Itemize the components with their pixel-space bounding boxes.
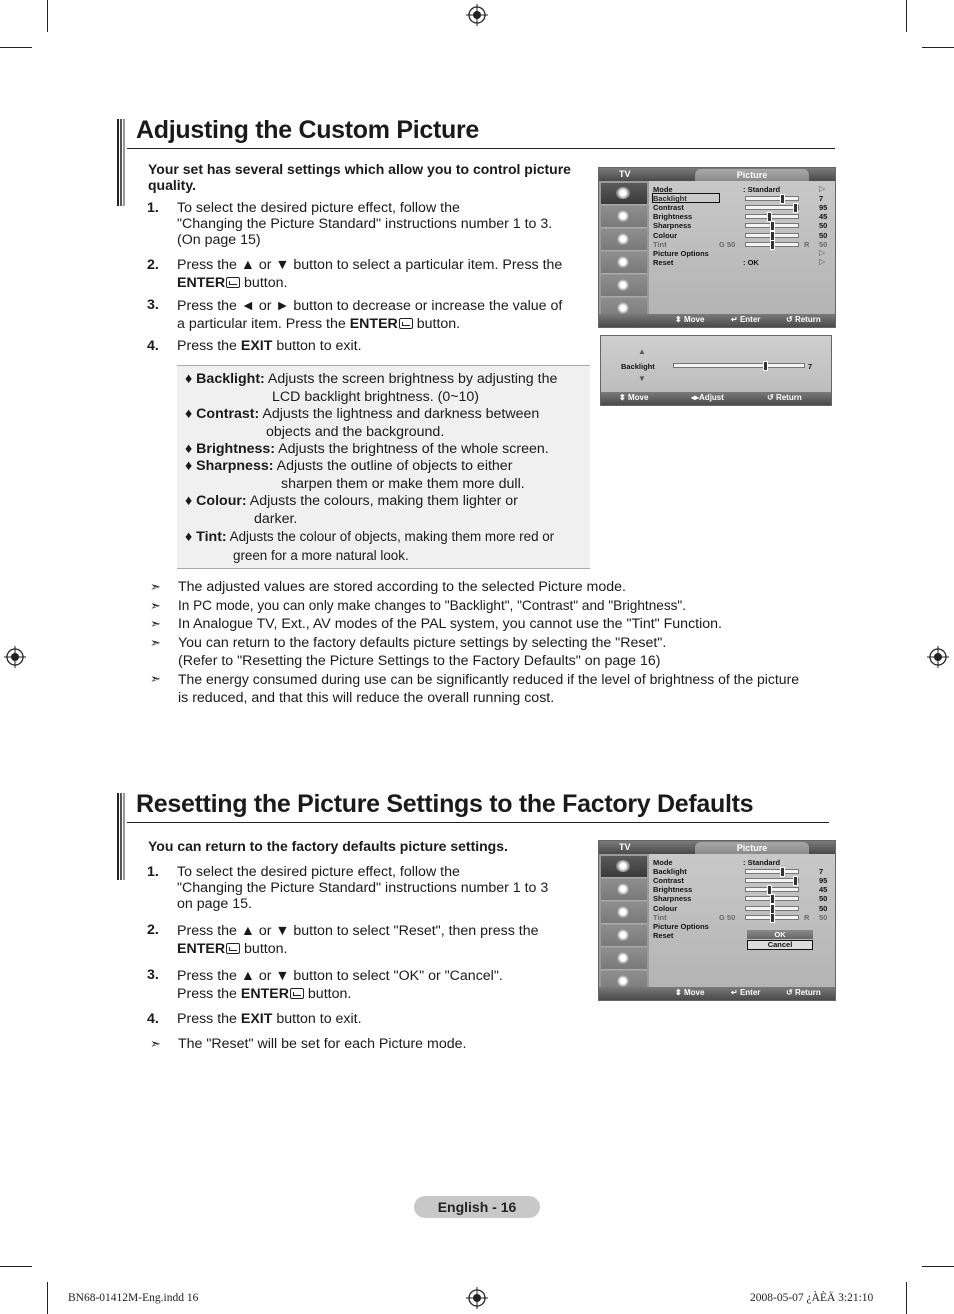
enter-icon [290, 988, 304, 999]
menu-slider[interactable] [745, 878, 799, 883]
menu-item-value: : Standard [743, 185, 781, 194]
menu-item-label[interactable]: Mode [653, 185, 673, 194]
menu-item-label[interactable]: Contrast [653, 876, 684, 886]
menu-item-label[interactable]: Picture Options [653, 248, 709, 258]
tv-picture-reset-menu: TV Picture Mode : Standard Backlight 7 Contrast 95 Brightness 45 Sharpness 50 Colour 50 Tint G 50 R 50 Picture Options Reset OK Cancel ⬍ Move ↵ Enter ↺ Return [598, 840, 836, 1001]
step-4: 4. Press the EXIT button to exit. [147, 1011, 362, 1027]
print-file-name: BN68-01412M-Eng.indd 16 [68, 1292, 199, 1304]
menu-item-value: 95 [819, 203, 828, 213]
note-3: ➣ In Analogue TV, Ext., AV modes of the PAL system, you cannot use the "Tint" Function. [150, 616, 722, 632]
step-1: 1. To select the desired picture effect, follow the "Changing the Picture Standard" instructions number 1 to 3. (On page 15) [147, 200, 553, 248]
chevron-right-icon: ▷ [819, 184, 826, 193]
tint-r-label: R [804, 912, 810, 922]
menu-item-value: 95 [819, 876, 828, 886]
enter-icon [399, 318, 413, 329]
menu-slider[interactable] [745, 214, 799, 219]
note-2: ➣ In PC mode, you can only make changes to "Backlight", "Contrast" and "Brightness". [150, 598, 687, 613]
menu-slider[interactable] [745, 906, 799, 911]
crop-mark [47, 1282, 48, 1314]
move-hint: ⬍ Move [675, 988, 705, 997]
step-1: 1. To select the desired picture effect, follow the "Changing the Picture Standard" instructions number 1 to 3 on page 15. [147, 864, 549, 912]
cancel-option[interactable]: Cancel [747, 940, 813, 950]
crop-mark [47, 0, 48, 32]
menu-item-label[interactable]: Backlight [653, 194, 687, 204]
sound-menu-icon[interactable] [601, 206, 647, 228]
crop-mark [922, 1266, 954, 1267]
move-hint: ⬍ Move [675, 315, 705, 324]
menu-sidebar [599, 854, 649, 987]
title-rule [127, 148, 835, 149]
menu-panel [649, 854, 835, 987]
def-sharpness: ♦ Sharpness: Adjusts the outline of objects to either sharpen them or make them more dull. [185, 458, 525, 492]
crop-mark [0, 47, 32, 48]
menu-item-label[interactable]: Colour [653, 903, 678, 913]
reset-popup [747, 930, 813, 951]
menu-panel [649, 181, 835, 314]
section-intro: Your set has several settings which allow you to control picture quality. [148, 161, 571, 193]
menu-item-value: 7 [819, 194, 824, 204]
slider-knob[interactable] [780, 867, 785, 877]
move-hint: ⬍ Move [619, 393, 649, 402]
section-intro: You can return to the factory defaults picture settings. [148, 838, 508, 854]
def-colour: ♦ Colour: Adjusts the colours, making them lighter or darker. [185, 493, 518, 527]
menu-item-value: 50 [819, 221, 828, 231]
channel-menu-icon[interactable] [601, 229, 647, 251]
menu-item-label[interactable]: Tint [653, 239, 667, 249]
chevron-right-icon: ▷ [819, 247, 826, 257]
menu-item-value: 45 [819, 885, 828, 895]
slider-knob[interactable] [793, 876, 798, 886]
section-side-bar [117, 119, 125, 206]
down-arrow-icon: ▼ [638, 374, 646, 383]
sound-menu-icon[interactable] [601, 879, 647, 901]
menu-item-value: : Standard [743, 858, 781, 867]
arrow-icon: ➣ [150, 671, 161, 686]
input-menu-icon[interactable] [601, 948, 647, 970]
chevron-right-icon: ▷ [819, 256, 826, 266]
menu-item-label[interactable]: Reset [653, 257, 674, 267]
menu-slider[interactable] [745, 223, 799, 228]
enter-icon [226, 943, 240, 954]
step-2: 2. Press the ▲ or ▼ button to select a particular item. Press the ENTER button. [147, 257, 563, 291]
note-4: ➣ You can return to the factory defaults picture settings by selecting the "Reset". (Refer to "Resetting the Picture Settings to the Factory Defaults" on page 16) [150, 635, 667, 669]
menu-item-label[interactable]: Sharpness [653, 894, 692, 904]
menu-item-label[interactable]: Sharpness [653, 221, 692, 231]
setup-menu-icon[interactable] [601, 925, 647, 947]
menu-item-label[interactable]: Colour [653, 230, 678, 240]
registration-mark-icon [466, 4, 488, 26]
section-side-bar [117, 793, 125, 880]
tint-g-value: G 50 [719, 912, 736, 922]
return-hint: ↺ Return [786, 988, 821, 997]
menu-item-label[interactable]: Tint [653, 912, 667, 922]
picture-tab[interactable]: Picture [695, 169, 809, 181]
slider-knob[interactable] [793, 203, 798, 213]
enter-hint: ↵ Enter [731, 315, 761, 324]
menu-item-value: 7 [819, 867, 824, 877]
def-backlight: ♦ Backlight: Adjusts the screen brightness by adjusting the LCD backlight brightness. (0~10) [185, 371, 558, 405]
def-tint: ♦ Tint: Adjusts the colour of objects, making them more red or green for a more natural look. [185, 529, 555, 563]
def-brightness: ♦ Brightness: Adjusts the brightness of the whole screen. [185, 441, 549, 457]
section-title: Adjusting the Custom Picture [136, 116, 480, 144]
menu-item-label[interactable]: Reset [653, 930, 674, 940]
enter-icon [226, 277, 240, 288]
crop-mark [0, 1266, 32, 1267]
arrow-icon: ➣ [150, 579, 161, 594]
step-3: 3. Press the ▲ or ▼ button to select "OK" or "Cancel". Press the ENTER button. [147, 967, 503, 1002]
menu-item-label[interactable]: Brightness [653, 885, 693, 895]
up-arrow-icon: ▲ [638, 347, 646, 356]
section-title: Resetting the Picture Settings to the Factory Defaults [136, 790, 754, 818]
channel-menu-icon[interactable] [601, 902, 647, 924]
menu-slider[interactable] [745, 869, 799, 874]
backlight-slider[interactable] [673, 363, 805, 368]
picture-tab[interactable]: Picture [695, 842, 809, 854]
menu-slider[interactable] [745, 896, 799, 901]
menu-item-label[interactable]: Picture Options [653, 921, 709, 931]
menu-item-label[interactable]: Brightness [653, 212, 693, 222]
menu-slider[interactable] [745, 242, 799, 247]
slider-knob[interactable] [763, 361, 768, 371]
tint-g-value: G 50 [719, 239, 736, 249]
arrow-icon: ➣ [150, 616, 161, 631]
menu-slider[interactable] [745, 196, 799, 201]
arrow-icon: ➣ [150, 1036, 161, 1051]
menu-item-value: 50 [819, 230, 828, 240]
selected-item-highlight [652, 193, 720, 203]
title-rule [127, 822, 829, 823]
slider-knob[interactable] [770, 240, 775, 250]
slider-knob[interactable] [780, 194, 785, 204]
menu-item-label[interactable]: Contrast [653, 203, 684, 213]
picture-menu-icon[interactable] [601, 183, 647, 205]
menu-item-value: 45 [819, 212, 828, 222]
enter-hint: ↵ Enter [731, 988, 761, 997]
print-date: 2008-05-07 ¿ÀÈÄ 3:21:10 [750, 1292, 874, 1304]
menu-item-value: : OK [743, 257, 759, 267]
menu-item-label[interactable]: Backlight [653, 867, 687, 877]
setup-menu-icon[interactable] [601, 252, 647, 274]
tv-picture-menu: TV Picture Mode : Standard ▷ Backlight 7 Contrast 95 Brightness 45 Sharpness 50 Colour 50 Tint G 50 R 50 Picture Options ▷ Reset : OK ▷ ⬍ Move ↵ Enter ↺ Return [598, 167, 836, 328]
menu-slider[interactable] [745, 887, 799, 892]
registration-mark-icon [927, 646, 949, 668]
menu-slider[interactable] [745, 915, 799, 920]
menu-item-value: 50 [819, 903, 828, 913]
input-menu-icon[interactable] [601, 275, 647, 297]
step-4: 4. Press the EXIT button to exit. [147, 338, 362, 354]
arrow-icon: ➣ [150, 635, 161, 650]
tint-r-label: R [804, 239, 810, 249]
menu-item-value: 50 [819, 912, 828, 922]
note-reset: ➣ The "Reset" will be set for each Picture mode. [150, 1036, 467, 1052]
note-1: ➣ The adjusted values are stored according to the selected Picture mode. [150, 579, 626, 595]
menu-slider[interactable] [745, 205, 799, 210]
crop-mark [922, 47, 954, 48]
picture-menu-icon[interactable] [601, 856, 647, 878]
menu-item-label[interactable]: Mode [653, 858, 673, 867]
menu-item-value: 50 [819, 894, 828, 904]
menu-slider[interactable] [745, 233, 799, 238]
step-3: 3. Press the ◄ or ► button to decrease or increase the value of a particular item. Press the ENTER button. [147, 297, 563, 332]
def-contrast: ♦ Contrast: Adjusts the lightness and darkness between objects and the background. [185, 406, 540, 440]
registration-mark-icon [466, 1287, 488, 1309]
menu-item-value: 50 [819, 239, 828, 249]
arrow-icon: ➣ [150, 598, 161, 613]
menu-sidebar [599, 181, 649, 314]
page-number: English - 16 [414, 1196, 540, 1218]
backlight-adjust-osd: ▲ Backlight ▼ 7 ⬍ Move ◂▸Adjust ↺ Return [600, 335, 832, 406]
return-hint: ↺ Return [786, 315, 821, 324]
return-hint: ↺ Return [767, 393, 802, 402]
adjust-hint: ◂▸Adjust [691, 393, 724, 402]
ok-option[interactable]: OK [747, 930, 813, 939]
crop-mark [906, 0, 907, 32]
step-2: 2. Press the ▲ or ▼ button to select "Reset", then press the ENTER button. [147, 922, 539, 957]
slider-knob[interactable] [770, 913, 775, 923]
crop-mark [906, 1282, 907, 1314]
registration-mark-icon [4, 646, 26, 668]
note-5: ➣ The energy consumed during use can be significantly reduced if the level of brightness of the picture is reduced, and that this will reduce the overall running cost. [150, 671, 800, 706]
